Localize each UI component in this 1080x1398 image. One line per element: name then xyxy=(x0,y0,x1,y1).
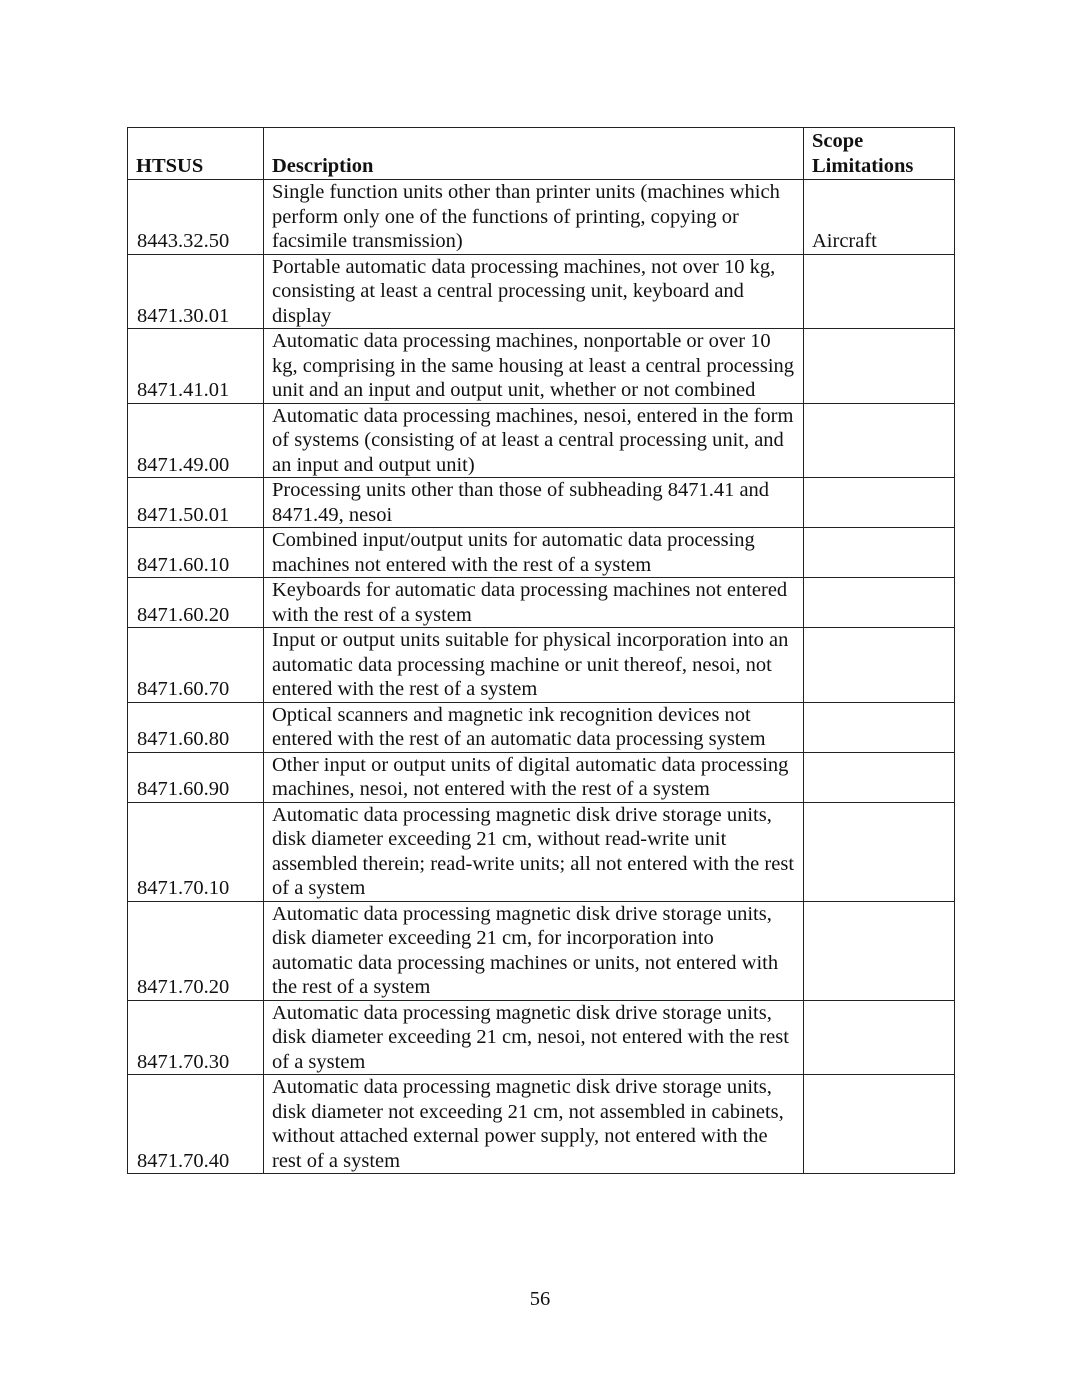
htsus-table xyxy=(127,127,955,1174)
table-row xyxy=(128,403,955,478)
table-row xyxy=(128,578,955,628)
scope-cell xyxy=(804,702,955,752)
description-cell: Portable automatic data processing machines, not over 10 kg, consisting at least a central processing unit, keyboard and display xyxy=(264,254,804,329)
description-cell: Input or output units suitable for physical incorporation into an automatic data processing machine or unit thereof, nesoi, not entered with the rest of a system xyxy=(264,628,804,703)
htsus-code: 8471.60.20 xyxy=(128,578,264,628)
htsus-code: 8471.49.00 xyxy=(128,403,264,478)
table-row xyxy=(128,478,955,528)
scope-cell xyxy=(804,254,955,329)
description-cell: Automatic data processing machines, nesoi, entered in the form of systems (consisting of at least a central processing unit, and an input and output unit) xyxy=(264,403,804,478)
description-cell: Other input or output units of digital automatic data processing machines, nesoi, not entered with the rest of a system xyxy=(264,752,804,802)
table-row xyxy=(128,901,955,1000)
description-cell: Automatic data processing machines, nonportable or over 10 kg, comprising in the same housing at least a central processing unit and an input and output unit, whether or not combined xyxy=(264,329,804,404)
scope-cell xyxy=(804,1000,955,1075)
table-row xyxy=(128,802,955,901)
scope-cell xyxy=(804,528,955,578)
table-row xyxy=(128,628,955,703)
table-row xyxy=(128,1000,955,1075)
htsus-code: 8471.50.01 xyxy=(128,478,264,528)
htsus-code: 8471.70.20 xyxy=(128,901,264,1000)
scope-cell xyxy=(804,901,955,1000)
htsus-code: 8471.70.10 xyxy=(128,802,264,901)
htsus-code: 8471.41.01 xyxy=(128,329,264,404)
page-number: 56 xyxy=(529,1288,551,1310)
table-row xyxy=(128,254,955,329)
header-htsus: HTSUS xyxy=(128,128,264,180)
description-cell: Single function units other than printer units (machines which perform only one of the functions of printing, copying or facsimile transmission) xyxy=(264,180,804,255)
description-cell: Automatic data processing magnetic disk drive storage units, disk diameter exceeding 21 cm, without read-write unit assembled therein; read-write units; all not entered with the rest of a system xyxy=(264,802,804,901)
table-header-row xyxy=(128,128,955,180)
description-cell: Optical scanners and magnetic ink recognition devices not entered with the rest of an automatic data processing system xyxy=(264,702,804,752)
description-cell: Automatic data processing magnetic disk drive storage units, disk diameter exceeding 21 cm, for incorporation into automatic data processing machines or units, not entered with the rest of a system xyxy=(264,901,804,1000)
htsus-code: 8471.60.10 xyxy=(128,528,264,578)
htsus-code: 8443.32.50 xyxy=(128,180,264,255)
scope-cell xyxy=(804,329,955,404)
scope-cell xyxy=(804,752,955,802)
description-cell: Processing units other than those of subheading 8471.41 and 8471.49, nesoi xyxy=(264,478,804,528)
table-row xyxy=(128,752,955,802)
scope-cell xyxy=(804,578,955,628)
description-cell: Automatic data processing magnetic disk drive storage units, disk diameter exceeding 21 cm, nesoi, not entered with the rest of a system xyxy=(264,1000,804,1075)
table-row xyxy=(128,528,955,578)
htsus-code: 8471.60.70 xyxy=(128,628,264,703)
scope-cell xyxy=(804,1075,955,1174)
table-row xyxy=(128,702,955,752)
htsus-code: 8471.60.80 xyxy=(128,702,264,752)
header-scope-limitations: Scope Limitations xyxy=(804,128,955,180)
table-row xyxy=(128,329,955,404)
header-description: Description xyxy=(264,128,804,180)
scope-cell xyxy=(804,403,955,478)
scope-cell xyxy=(804,802,955,901)
scope-cell: Aircraft xyxy=(804,180,955,255)
table-row xyxy=(128,180,955,255)
description-cell: Keyboards for automatic data processing machines not entered with the rest of a system xyxy=(264,578,804,628)
htsus-code: 8471.70.30 xyxy=(128,1000,264,1075)
htsus-code: 8471.30.01 xyxy=(128,254,264,329)
htsus-code: 8471.60.90 xyxy=(128,752,264,802)
table-row xyxy=(128,1075,955,1174)
scope-cell xyxy=(804,628,955,703)
htsus-code: 8471.70.40 xyxy=(128,1075,264,1174)
description-cell: Automatic data processing magnetic disk drive storage units, disk diameter not exceeding 21 cm, not assembled in cabinets, without attached external power supply, not entered with the rest of a system xyxy=(264,1075,804,1174)
scope-cell xyxy=(804,478,955,528)
description-cell: Combined input/output units for automatic data processing machines not entered with the rest of a system xyxy=(264,528,804,578)
